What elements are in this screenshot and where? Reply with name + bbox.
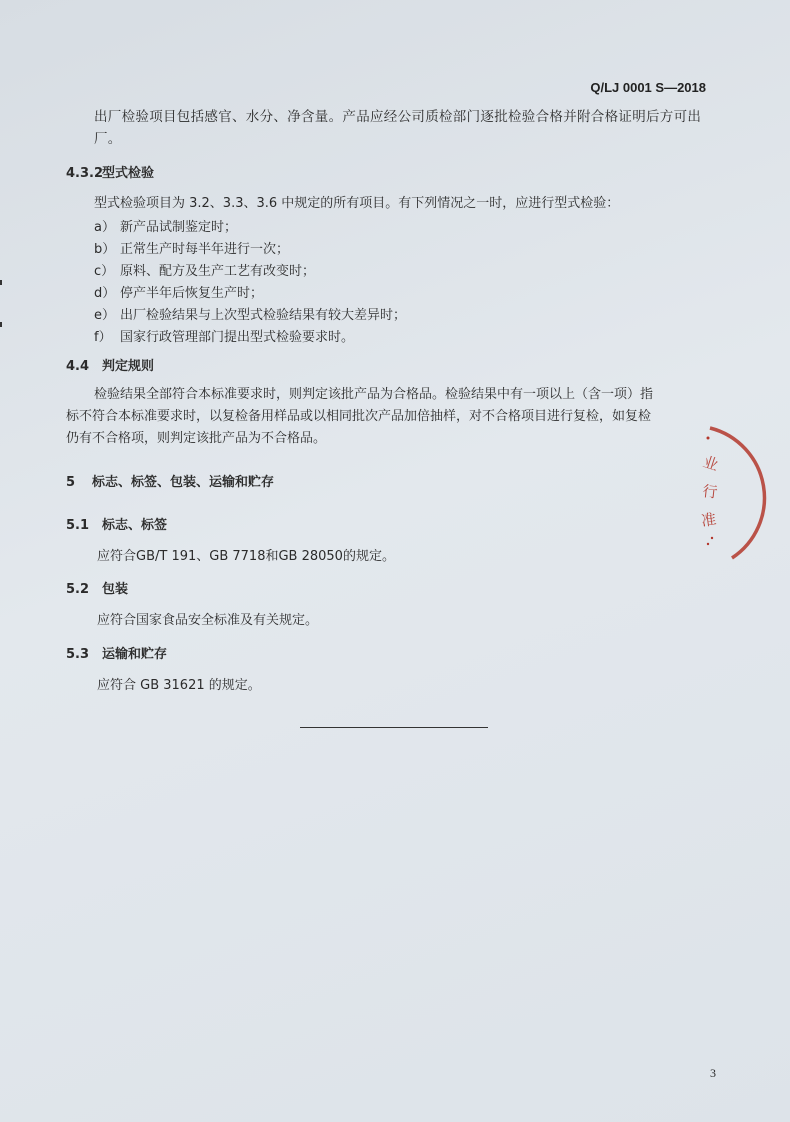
list-item (94, 219, 237, 237)
section-4-4-heading (66, 358, 154, 376)
paragraph-line: 标不符合本标准要求时，以复检备用样品或以相同批次产品加倍抽样，对不合格项目进行复检，如复检 (66, 409, 652, 424)
section-number: 5.3 (66, 647, 90, 662)
section-4-3-2-text: 型式检验项目为 3.2、3.3、3.6 中规定的所有项目。有下列情况之一时，应进行型式检验： (94, 196, 620, 211)
section-title: 型式检验 (102, 166, 155, 181)
section-title: 标志、标签、包装、运输和贮存 (92, 475, 275, 490)
section-5-3-heading (66, 646, 167, 664)
section-title: 判定规则 (102, 359, 155, 374)
paragraph-line: 检验结果全部符合本标准要求时，则判定该批产品为合格品。检验结果中有一项以上（含一项）指 (94, 387, 654, 402)
list-item-text: 原料、配方及生产工艺有改变时； (120, 264, 316, 279)
svg-text:业: 业 (700, 452, 721, 475)
end-of-document-rule (300, 727, 488, 728)
list-marker: e） (94, 308, 115, 323)
section-5-2-text: 应符合国家食品安全标准及有关规定。 (97, 613, 319, 628)
page-number: 3 (710, 1066, 716, 1080)
list-item-text: 国家行政管理部门提出型式检验要求时。 (120, 330, 355, 345)
binding-mark (0, 280, 2, 285)
section-5-3-text: 应符合 GB 31621 的规定。 (97, 678, 261, 693)
paragraph-line: 仍有不合格项，则判定该批产品为不合格品。 (66, 431, 327, 446)
list-item-text: 出厂检验结果与上次型式检验结果有较大差异时； (120, 308, 407, 323)
svg-text:行: 行 (701, 482, 719, 502)
intro-paragraph: 出厂检验项目包括感官、水分、净含量。产品应经公司质检部门逐批检验合格并附合格证明后方可出厂。 (94, 109, 702, 147)
section-5-1-text: 应符合GB/T 191、GB 7718和GB 28050的规定。 (97, 549, 395, 564)
list-item-text: 停产半年后恢复生产时； (120, 286, 264, 301)
section-title: 包装 (102, 582, 129, 597)
list-marker: c） (94, 264, 115, 279)
list-item (94, 285, 263, 303)
document-code: Q/LJ 0001 S—2018 (590, 80, 706, 95)
list-item (94, 241, 289, 259)
section-5-2-heading (66, 581, 128, 599)
binding-mark (0, 322, 2, 327)
list-marker: a） (94, 220, 115, 235)
list-item (94, 263, 315, 281)
list-marker: b） (94, 242, 116, 257)
list-marker: f） (94, 330, 112, 345)
section-number: 4.4 (66, 359, 90, 374)
list-marker: d） (94, 286, 116, 301)
section-title: 运输和贮存 (102, 647, 168, 662)
section-4-3-2-heading (66, 165, 154, 183)
svg-text:准: 准 (700, 510, 718, 530)
official-seal-stamp (688, 420, 788, 570)
section-number: 5 (66, 475, 76, 490)
list-item (94, 329, 354, 347)
list-item (94, 307, 406, 325)
list-item-text: 新产品试制鉴定时； (120, 220, 238, 235)
section-number: 5.2 (66, 582, 90, 597)
list-item-text: 正常生产时每半年进行一次； (120, 242, 290, 257)
section-number: 5.1 (66, 518, 90, 533)
section-5-1-heading (66, 517, 167, 535)
section-number: 4.3.2 (66, 166, 104, 181)
section-title: 标志、标签 (102, 518, 168, 533)
section-5-heading (66, 474, 274, 492)
